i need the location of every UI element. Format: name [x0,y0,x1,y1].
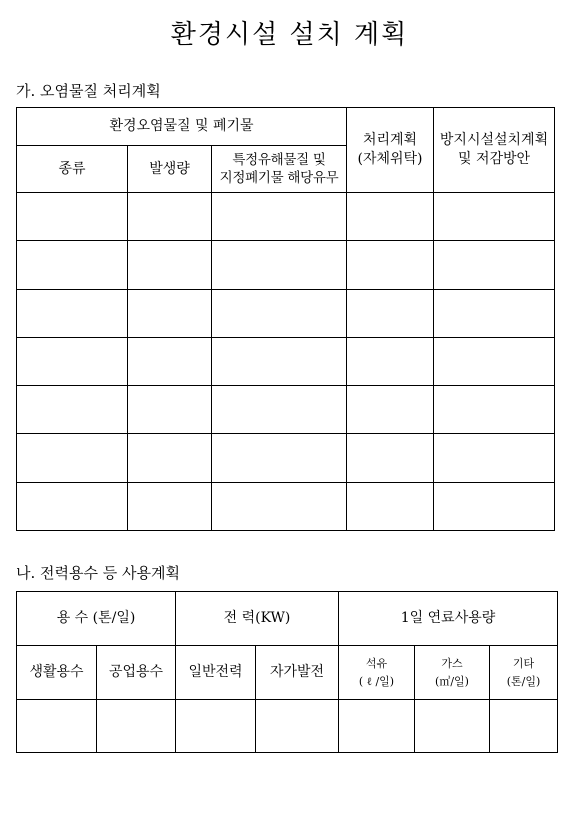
input-cell-amount[interactable] [128,241,212,289]
header-gas [415,646,490,700]
input-cell-prevention-plan[interactable] [434,482,555,530]
input-cell-prevention-plan[interactable] [434,289,555,337]
header-prevention-line2: 및 저감방안 [457,151,531,167]
page-title: 환경시설 설치 계획 [170,20,409,50]
input-cell-special-waste[interactable] [212,386,347,434]
table-row [17,386,555,434]
header-water-group: 용 수 (톤/일) [17,592,176,646]
header-etc-line1: 기타 [512,656,535,670]
section-b-heading: 나. 전력용수 등 사용계획 [16,564,180,582]
input-cell-type[interactable] [17,482,128,530]
input-cell-special-waste[interactable] [212,434,347,482]
section-a-heading: 가. 오염물질 처리계획 [16,82,161,100]
header-special-line1: 특정유해물질 및 [232,151,326,168]
input-industrial-water[interactable] [97,700,176,753]
input-cell-type[interactable] [17,386,128,434]
input-cell-prevention-plan[interactable] [434,241,555,289]
input-cell-type[interactable] [17,193,128,241]
input-cell-type[interactable] [17,434,128,482]
header-prevention-line1: 방지시설설치계획 [439,132,549,149]
table-row [17,434,555,482]
input-etc[interactable] [490,700,558,753]
input-cell-prevention-plan[interactable] [434,434,555,482]
input-cell-special-waste[interactable] [212,482,347,530]
header-gas-line2: (㎥/일) [435,674,469,688]
table-row [17,241,555,289]
input-cell-amount[interactable] [128,482,212,530]
table-row [17,337,555,385]
input-cell-type[interactable] [17,241,128,289]
header-etc [490,646,558,700]
input-cell-amount[interactable] [128,434,212,482]
header-treatment-line2: (자체위탁) [357,151,423,167]
header-fuel-group: 1일 연료사용량 [339,592,558,646]
input-cell-special-waste[interactable] [212,241,347,289]
input-cell-special-waste[interactable] [212,289,347,337]
table-row [17,193,555,241]
input-cell-amount[interactable] [128,289,212,337]
header-oil [339,646,415,700]
header-treatment-line1: 처리계획 [362,132,418,149]
input-cell-prevention-plan[interactable] [434,386,555,434]
header-prevention-plan [434,108,555,193]
input-living-water[interactable] [17,700,97,753]
input-cell-special-waste[interactable] [212,337,347,385]
input-cell-treatment-plan[interactable] [347,482,434,530]
header-gas-line1: 가스 [441,656,463,670]
input-cell-treatment-plan[interactable] [347,386,434,434]
header-type: 종류 [17,146,128,193]
header-oil-line2: ( ℓ /일) [358,674,395,688]
header-special-line2: 지정폐기물 해당유무 [219,170,339,186]
input-general-power[interactable] [176,700,256,753]
header-etc-line2: (톤/일) [506,674,541,688]
input-cell-prevention-plan[interactable] [434,337,555,385]
input-cell-amount[interactable] [128,193,212,241]
input-cell-prevention-plan[interactable] [434,193,555,241]
header-pollutants-group: 환경오염물질 및 폐기물 [17,108,347,146]
input-self-generation[interactable] [256,700,339,753]
input-cell-treatment-plan[interactable] [347,337,434,385]
input-cell-amount[interactable] [128,337,212,385]
pollutant-treatment-table [16,107,555,531]
input-cell-treatment-plan[interactable] [347,193,434,241]
header-power-group: 전 력(KW) [176,592,339,646]
input-cell-special-waste[interactable] [212,193,347,241]
header-self-generation: 자가발전 [256,646,339,700]
table-row [17,289,555,337]
utility-usage-table [16,591,558,753]
input-cell-treatment-plan[interactable] [347,289,434,337]
input-gas[interactable] [415,700,490,753]
header-living-water: 생활용수 [17,646,97,700]
input-cell-type[interactable] [17,289,128,337]
input-cell-amount[interactable] [128,386,212,434]
header-general-power: 일반전력 [176,646,256,700]
input-cell-treatment-plan[interactable] [347,434,434,482]
header-amount: 발생량 [128,146,212,193]
header-oil-line1: 석유 [365,656,388,670]
input-cell-treatment-plan[interactable] [347,241,434,289]
header-special-waste [212,146,347,193]
header-treatment-plan [347,108,434,193]
header-industrial-water: 공업용수 [97,646,176,700]
input-cell-type[interactable] [17,337,128,385]
table-row [17,482,555,530]
input-oil[interactable] [339,700,415,753]
